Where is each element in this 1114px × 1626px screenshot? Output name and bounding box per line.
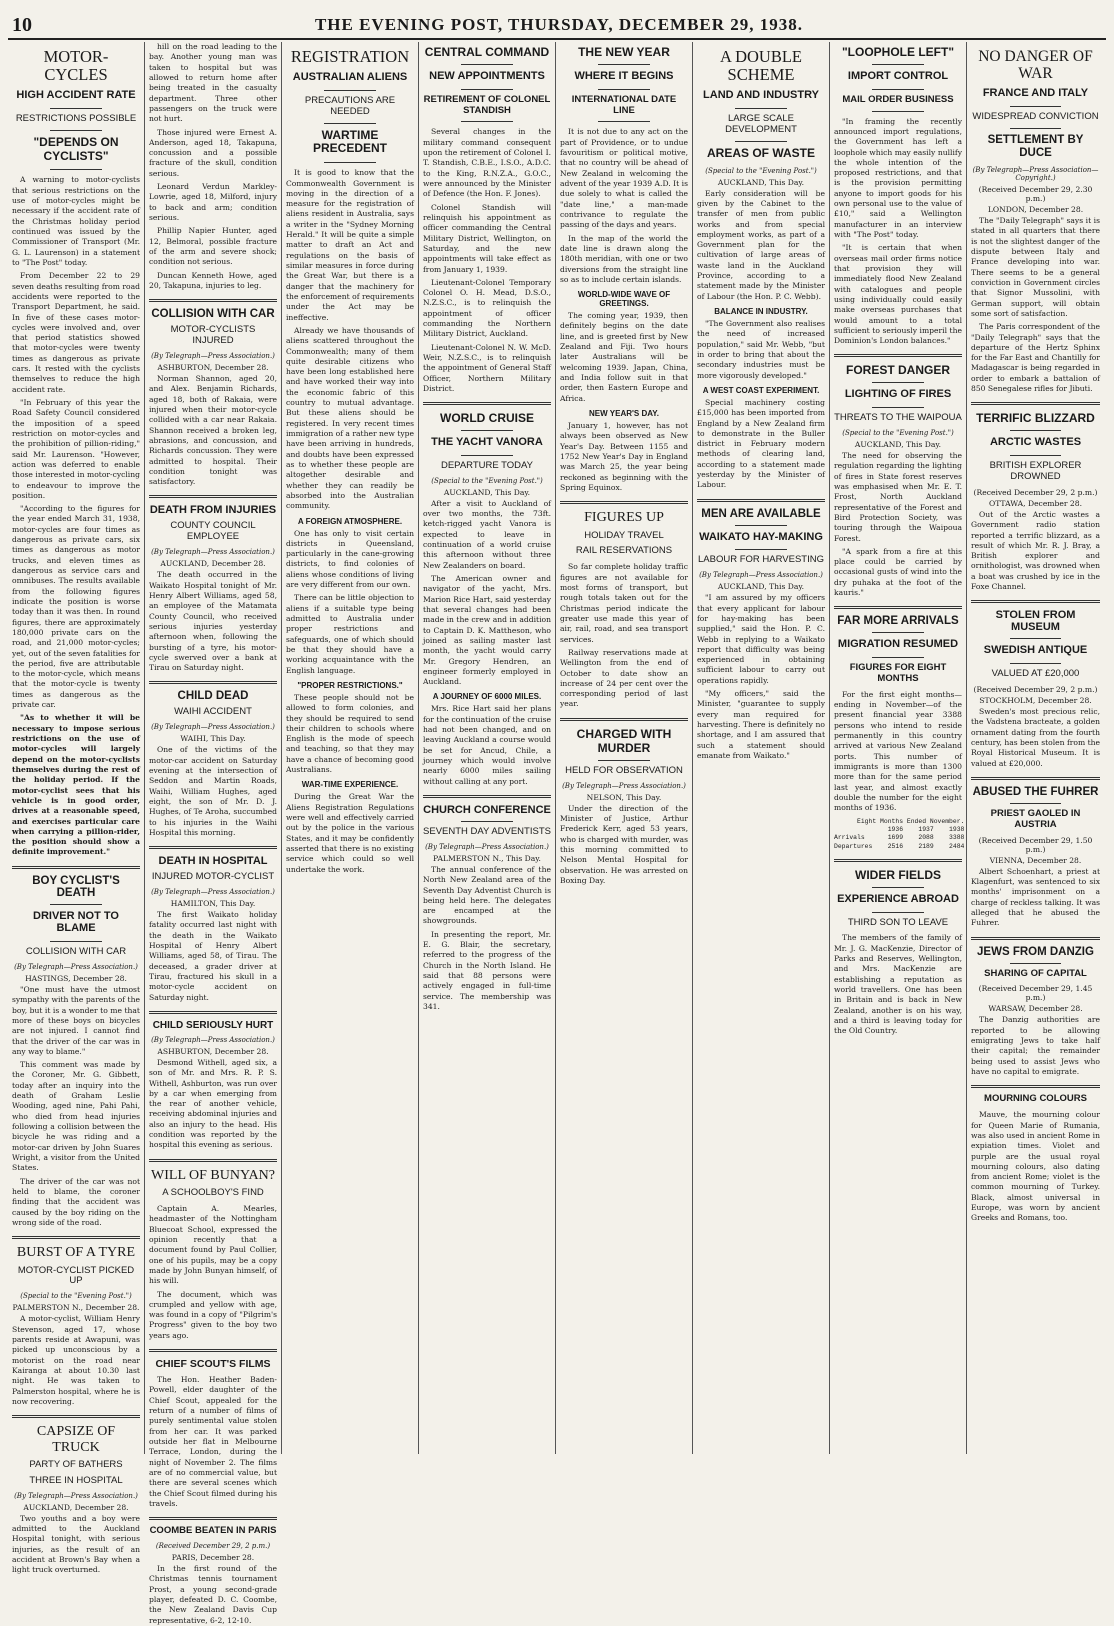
body-text: "My officers," said the Minister, "guarantee to supply every man required for harvesting. There is definitely no shortage, and I am assured that such a statement should emanate from Waikato." (697, 689, 825, 760)
body-text: "The Government also realises the need of increased population," said Mr. Webb, "but in order to bring that about the secondary industries must be more vigorously developed." (697, 319, 825, 380)
dateline: (Received December 29, 1.50 p.m.) (978, 835, 1093, 854)
body-text: Two youths and a boy were admitted to the Auckland Hospital tonight, with serious injuries, as the result of an accident at Brown's Bay when a light truck overturned. (12, 1513, 140, 1575)
article-child-dead (149, 690, 277, 838)
article-chief-scout (149, 1358, 277, 1509)
headline: CENTRAL COMMAND (424, 45, 550, 59)
body-text: For the first eight months—ending in November—of the present financial year 3388 persons who intend to reside permanently in this country arrived at various New Zealand ports. This number of immigrants is more than 1300 more than for the same period last year, and almost exactly double the number for the eight months of 1936. (834, 689, 962, 813)
body-text: The "Daily Telegraph" says it is stated in all quarters that there is not the slightest danger of the dispute between Italy and France developing into war. There seems to be a general conviction in Government circles that Signor Mussolini, with German support, will obtain some sort of satisfaction. (971, 216, 1100, 318)
headline: CHILD DEAD (177, 690, 249, 703)
body-text: Out of the Arctic wastes a Government radio station reported a terrific blizzard, as a result of which Mr. R. J. Bray, a British explorer and ornithologist, was drowned when a boat was crushed by ice in the Foxe Channel. (971, 509, 1100, 592)
section-subhead: WORLD-WIDE WAVE OF GREETINGS. (577, 290, 671, 309)
body-text: A warning to motor-cyclists that serious restrictions on the use of motor-cycles might be necessary if the accident rate of the Christmas holiday period continued was issued by the Commissioner of Transport (Mr. G. L. Laurenson) in a statement to "The Post" today. (12, 175, 140, 267)
headline: TERRIFIC BLIZZARD (976, 411, 1095, 426)
subhead: "DEPENDS ON CYCLISTS" (33, 134, 119, 163)
body-text: The document, which was crumpled and yellow with age, was found in a copy of "Pilgrim's Progress" given to the boy two years ago. (149, 1289, 277, 1340)
headline: CHILD SERIOUSLY HURT (152, 1019, 274, 1031)
article-coombe (149, 1526, 277, 1626)
body-text: A motor-cyclist, William Henry Stevenson, aged 17, whose parents reside at Awapuni, was picked up unconscious by a motorist on the road near Kairanga at about 10.30 last night. He was taken to Palmerston hospital, where he is now recovering. (12, 1314, 140, 1406)
subhead: HELD FOR OBSERVATION (565, 764, 683, 776)
subhead: SETTLEMENT BY DUCE (987, 133, 1084, 159)
table-row: Arrivals 1699 2088 3388 (834, 834, 965, 842)
subhead: INJURED MOTOR-CYCLIST (151, 871, 275, 883)
subhead: INTERNATIONAL DATE LINE (571, 93, 677, 116)
body-text: From December 22 to 29 seven deaths resulting from road accidents were reported to the Transport Department, he said. In five of these cases motor-cycles were involved and, over that period statistics showed that motor-cycles were twenty times as dangerous as private cars. It rested with the cyclists themselves to reduce the high accident rate. (12, 271, 140, 394)
body-text: Duncan Kenneth Howe, aged 20, Takapuna, injuries to leg. (149, 270, 277, 290)
column-6 (693, 42, 830, 1454)
body-text: hill on the road leading to the bay. Another young man was taken to hospital but was allowed to return home after being treated in the casualty department. Three other passengers on the truck were not hurt. (149, 42, 277, 124)
table-header: Eight Months Ended November. (834, 817, 965, 825)
subhead: RAIL RESERVATIONS (575, 545, 673, 557)
headline: COOMBE BEATEN IN PARIS (149, 1525, 277, 1537)
dateline: HASTINGS, December 28. (25, 973, 127, 983)
body-text: The need for observing the regulation regarding the lighting of fires in State forest reserves was emphasised when Mr. E. T. Frost, North Auckland representative of the Forest and Bird Protection Society, was touring through the Waipoua Forest. (834, 451, 962, 543)
subhead: PRECAUTIONS ARE NEEDED (304, 94, 396, 117)
body-text: January 1, however, has not always been observed as New Year's Day. Between 1155 and 1752 New Year's Day in England was March 25, the year being reckoned as beginning with the Spring Equinox. (560, 420, 688, 492)
body-text: The members of the family of Mr. J. G. MacKenzie, Director of Parks and Reserves, Wellington, and Mrs. MacKenzie are establishing a reputation as world travellers. One has been in Britain and is back in New Zealand, another is on his way, and a third is leaving today for the Old Country. (834, 933, 962, 1036)
subhead: COLLISION WITH CAR (25, 946, 127, 958)
migration-table (834, 817, 965, 851)
credit-line: (Special to the "Evening Post.") (20, 1292, 132, 1301)
credit-line: (By Telegraph—Press Association.) (151, 1035, 275, 1044)
body-text: After a visit to Auckland of over two months, the 73ft. ketch-rigged yacht Vanora is expected to leave in continuation of a world cruise this afternoon without three New Zealanders on board. (423, 498, 551, 570)
article-world-cruise (423, 411, 551, 787)
article-jews-danzig (971, 946, 1100, 1078)
subhead: FRANCE AND ITALY (982, 87, 1089, 100)
headline: FOREST DANGER (845, 363, 950, 378)
dateline: NELSON, This Day. (586, 792, 662, 802)
subhead: FIGURES FOR EIGHT MONTHS (849, 662, 947, 684)
section-subhead: NEW YEAR'S DAY. (589, 408, 659, 418)
headline: WORLD CRUISE (440, 411, 534, 426)
body-text: In presenting the report, Mr. E. G. Blair, the secretary, referred to the progress of the Church in the North Island. He said that 88 persons were actively engaged in full-time service. The membership was 341. (423, 929, 551, 1011)
article-abused-fuhrer (971, 786, 1100, 929)
section-subhead: A FOREIGN ATMOSPHERE. (297, 516, 403, 526)
headline: DEATH FROM INJURIES (149, 504, 277, 517)
subhead: RETIREMENT OF COLONEL STANDISH (423, 93, 551, 116)
subhead: MIGRATION RESUMED (837, 638, 959, 651)
column-2 (145, 42, 282, 1625)
section-subhead: A JOURNEY OF 6000 MILES. (432, 692, 542, 702)
article-wider-fields (834, 868, 962, 1037)
article-capsize-truck (12, 1424, 140, 1576)
credit-line: (Special to the "Evening Post.") (431, 476, 543, 485)
subhead: SEVENTH DAY ADVENTISTS (423, 825, 551, 837)
subhead: THREE IN HOSPITAL (29, 1474, 123, 1486)
subhead: WAIKATO HAY-MAKING (699, 530, 823, 543)
headline: ABUSED THE FUHRER (972, 785, 1099, 798)
body-text: Sweden's most precious relic, the Vadstena bracteate, a golden ornament dating from the fourth century, has been stolen from the Royal Historical Museum. It is valued at £20,000. (971, 706, 1101, 768)
headline: BOY CYCLIST'S DEATH (32, 874, 120, 899)
dateline: (Received December 29, 1.45 p.m.) (978, 984, 1093, 1003)
dateline: WAIHI, This Day. (180, 734, 246, 744)
body-text: During the Great War the Aliens Registration Regulations were well and effectively carried out by the police in the various States, and it may be confidently asserted that there is no existing service which could so well undertake the work. (286, 792, 414, 874)
dateline: PARIS, December 28. (171, 1553, 255, 1563)
article-figures-up (560, 510, 688, 710)
subhead: MAIL ORDER BUSINESS (842, 93, 954, 105)
body-text: The Hon. Heather Baden-Powell, elder daughter of the Chief Scout, appealed for the return of a number of films of purely sentimental value stolen from her car. It was parked outside her flat in Melbourne Terrace, London, during the night of November 2. The films are of no commercial value, but there are several scenes which the Chief Scout filmed during his travels. (149, 1375, 277, 1508)
article-boy-cyclist (12, 875, 140, 1228)
section-subhead: WAR-TIME EXPERIENCE. (301, 780, 399, 790)
credit-line: (By Telegraph—Press Association.) (151, 352, 275, 361)
body-text: "As to whether it will be necessary to impose serious restrictions on the use of motor-cycles will largely depend on the motor-cyclists themselves during the rest of the holiday period. If the motor-cyclist sees that his vehicle is in good order, drives at a reasonable speed, and exercises particular care when carrying a pillion-rider, the position should show a definite improvement." (12, 713, 140, 857)
body-text: The American owner and navigator of the yacht, Mrs. Marion Rice Hart, said yesterday that several changes had been made in the crew and in addition to Captain D. K. Mattheson, who joined as sailing master last month, the yacht would carry Mr. Gregory Hendren, an engineer formerly employed in Auckland. (423, 574, 551, 687)
body-text: The driver of the car was not held to blame, the coroner finding that the accident was caused by the boy riding on the wrong side of the road. (12, 1176, 140, 1227)
dateline: HAMILTON, This Day. (170, 899, 256, 909)
body-text: Mrs. Rice Hart said her plans for the continuation of the cruise had not been changed, and on leaving Auckland a course would be set for Ancud, Chile, a journey which would involve nearly 6000 miles sailing without calling at any port. (423, 704, 551, 786)
headline: FAR MORE ARRIVALS (837, 615, 959, 628)
article-burst-tyre (12, 1245, 140, 1407)
credit-line: (Special to the "Evening Post.") (705, 166, 817, 175)
dateline: (Received December 29, 2.30 p.m.) (978, 185, 1093, 204)
dateline: LONDON, December 28. (987, 205, 1084, 215)
body-text: These people should not be allowed to form colonies, and they should be required to send their children to schools where English is the mode of speech and teaching, so that they may have a chance of becoming good Australians. (286, 692, 414, 775)
dateline: WARSAW, December 28. (988, 1004, 1083, 1014)
subhead: LARGE SCALE DEVELOPMENT (725, 112, 797, 135)
subhead: LIGHTING OF FIRES (844, 388, 952, 401)
dateline: AUCKLAND, This Day. (717, 177, 805, 187)
body-text: The death occurred in the Waikato Hospital tonight of Mr. Henry Albert Williams, aged 58, an employee of the Matamata County Council, who received serious injuries yesterday afternoon when, following the bursting of a tyre, his motor-cycle swerved over a bank at Tirau on Saturday night. (149, 570, 277, 673)
dateline: AUCKLAND, This Day. (717, 582, 805, 592)
subhead: VALUED AT £20,000 (991, 668, 1080, 680)
article-men-available (697, 508, 825, 762)
subhead: NEW APPOINTMENTS (429, 70, 545, 82)
credit-line: (By Telegraph—Press Association.) (14, 1491, 138, 1500)
subhead: ARCTIC WASTES (989, 436, 1082, 449)
page-title: THE EVENING POST, THURSDAY, DECEMBER 29, 1938. (314, 15, 804, 34)
subhead: SHARING OF CAPITAL (984, 967, 1087, 979)
body-text: One of the victims of the motor-car accident on Saturday evening at the intersection of Seddon and Martin Roads, Waihi, William Hughes, aged eight, the son of Mr. D. J. Hughes, of Te Aroha, succumbed to his injuries in the Waihi Hospital this morning. (149, 745, 277, 837)
headline: MEN ARE AVAILABLE (701, 507, 821, 520)
headline: "LOOPHOLE LEFT" (841, 45, 955, 59)
column-4 (419, 42, 556, 1454)
column-5 (556, 42, 693, 1454)
credit-line: (Received December 29, 2 p.m.) (155, 1542, 271, 1551)
section-subhead: A WEST COAST EXPERIMENT. (702, 385, 820, 395)
page-number: 10 (12, 13, 32, 36)
headline: CHURCH CONFERENCE (423, 803, 551, 816)
body-text: The annual conference of the North New Zealand area of the Seventh Day Adventist Church is being held here. The delegates are encamped at the showgrounds. (423, 864, 551, 926)
headline: COLLISION WITH CAR (151, 308, 275, 321)
dateline: AUCKLAND, This Day. (443, 487, 531, 497)
body-text: Lieutenant-Colonel N. W. McD. Weir, N.Z.S.C., is to relinquish the appointment of General Staff Officer, Northern Military District. (423, 342, 551, 393)
body-text: Already we have thousands of aliens scattered throughout the Commonwealth; many of them quite desirable citizens who have been long established here and have worked their way into the economic fabric of this country to mutual advantage. But these aliens should be registered. In very recent times immigration of a rather new type have been arriving in hundreds, and doubts have been expressed as to whether these people are altogether desirable and whether they can readily be absorbed into the Australian community. (286, 325, 415, 511)
article-no-danger-war (971, 48, 1100, 394)
article-death-hospital (149, 855, 277, 1003)
body-text: "In February of this year the Road Safety Council considered the imposition of a speed restriction on motor-cycles and the prohibition of pillion-riding," said Mr. Laurenson. "However, action was deferred to enable those interested in motor-cycling to endeavour to improve the position. (12, 398, 140, 500)
headline: DEATH IN HOSPITAL (158, 855, 268, 868)
subhead: IMPORT CONTROL (847, 70, 949, 82)
article-capsize-continued (149, 42, 277, 291)
subhead: WARTIME PRECEDENT (312, 127, 387, 156)
section-subhead: BALANCE IN INDUSTRY. (714, 307, 808, 316)
body-text: Captain A. Mearles, headmaster of the Nottingham Bluecoat School, expressed the opinion recently that a document found by Paul Collier, one of his pupils, may be a copy made by John Bunyan himself, of his will. (149, 1204, 277, 1286)
headline: FIGURES UP (584, 510, 664, 526)
body-text: In the map of the world the date line is drawn along the 180th meridian, with one or two diversions from the straight line so as to include certain islands. (560, 233, 688, 284)
body-text: The coming year, 1939, then definitely begins on the date line, and is greeted first by New Zealand and Fiji. Two hours later Australians will be welcoming 1939. Japan, China, and India follow suit in that order, then Eastern Europe and Africa. (560, 311, 688, 403)
article-central-command (423, 45, 551, 394)
headline: MOTOR-CYCLES (43, 47, 109, 85)
body-text: "I am assured by my officers that every applicant for labour for hay-making has been supplied," said the Hon. P. C. Webb in replying to a Waikato report that difficulty was being experienced in obtaining sufficient labour to carry out operations rapidly. (697, 593, 825, 685)
headline: STOLEN FROM MUSEUM (995, 609, 1076, 634)
subhead: DRIVER NOT TO BLAME (33, 909, 119, 935)
article-church-conference (423, 804, 551, 1012)
body-text: Mauve, the mourning colour for Queen Marie of Rumania, was also used in ancient Rome in expiation times. Violet and purple are the usual royal mourning colours, also dating from ancient Rome; violet is the common mourning of Turkey. Black, almost universal in Europe, was worn by ancient Greeks and Romans, too. (971, 1110, 1100, 1223)
body-text: Railway reservations made at Wellington from the end of October to date show an increase of 24 per cent over the corresponding period of last year. (560, 647, 688, 709)
body-text: Under the direction of the Minister of Justice, Arthur Frederick Kerr, aged 53 years, who is charged with murder, was this morning committed to Nelson Mental Hospital for observation. He was arrested on Boxing Day. (560, 803, 688, 885)
credit-line: (By Telegraph—Press Association—Copyright.) (972, 166, 1099, 183)
dateline: VIENNA, December 28. (989, 855, 1082, 865)
body-text: Albert Schoenhart, a priest at Klagenfurt, was sentenced to six months' imprisonment on a charge of reckless talking. It was alleged that he abused the Fuhrer. (971, 866, 1100, 928)
dateline: OTTAWA, December 28. (988, 498, 1082, 508)
body-text: Lieutenant-Colonel Temporary Colonel O. H. Mead, D.S.O., N.Z.S.C., is to relinquish the appointment of officer commanding the Northern Military District, Auckland. (423, 277, 551, 339)
credit-line: (By Telegraph—Press Association.) (151, 888, 275, 897)
subhead: HOLIDAY TRAVEL (584, 529, 664, 541)
body-text: Leonard Verdun Markley-Lowrie, aged 18, Milford, injury to back and arm; condition serious. (149, 182, 277, 222)
body-text: One has only to visit certain districts in Queensland, particularly in the cane-growing districts, to find colonies of aliens whose conditions of living are very different from our own. (286, 528, 414, 590)
credit-line: (By Telegraph—Press Association.) (151, 723, 275, 732)
subhead: A SCHOOLBOY'S FIND (162, 1187, 264, 1199)
body-text: In the first round of the Christmas tennis tournament Prost, a young second-grade player, defeated D. C. Coombe, the New Zealand Davis Cup representative, 6-2, 12-10. (149, 1564, 277, 1625)
body-text: It is not due to any act on the part of Providence, or to undue favouritism or political motive, that no country will be ahead of New Zealand in welcoming the advent of the year 1939 A.D. It is due solely to what is called the "date line," a man-made contrivance to regulate the passing of the days and years. (560, 127, 688, 230)
body-text: Colonel Standish will relinquish his appointment as officer commanding the Central Military District, Wellington, on Saturday, and the new appointments will take effect as from January 1, 1939. (423, 202, 551, 274)
headline: THE NEW YEAR (578, 45, 670, 59)
article-terrific-blizzard (971, 411, 1100, 592)
subhead: PRIEST GAOLED IN AUSTRIA (990, 807, 1081, 830)
dateline: AUCKLAND, December 28. (23, 1502, 129, 1512)
dateline: PALMERSTON N., December 28. (12, 1303, 140, 1313)
headline: A DOUBLE SCHEME (719, 47, 803, 85)
credit-line: (By Telegraph—Press Association.) (425, 842, 549, 851)
subhead: DEPARTURE TODAY (440, 459, 534, 471)
subhead: BRITISH EXPLORER DROWNED (989, 460, 1082, 482)
article-will-bunyan (149, 1168, 277, 1341)
body-text: Phillip Napier Hunter, aged 12, Belmoral, possible fracture of the arm and severe shock; condition not serious. (149, 226, 277, 267)
subhead: SWEDISH ANTIQUE (983, 644, 1088, 657)
subhead: AREAS OF WASTE (706, 145, 815, 160)
subhead: WAIHI ACCIDENT (174, 706, 252, 718)
body-text: "One must have the utmost sympathy with the parents of the boy, but it is a wonder to me that more of these boys on bicycles are not injured. I cannot find that the driver of the car was in any way to blame." (12, 984, 140, 1056)
dateline: PALMERSTON N., This Day. (433, 853, 541, 863)
article-loophole (834, 45, 962, 346)
headline: WILL OF BUNYAN? (151, 1167, 275, 1183)
body-text: The Paris correspondent of the "Daily Telegraph" says that the departure of the Hertz Sphinx for the Far East and Chantilly for Madagascar is being regarded in order to embark a battalion of 850 Senegalese rifles for Jibuti. (971, 322, 1100, 394)
subhead: WIDESPREAD CONVICTION (972, 110, 1099, 122)
body-text: This comment was made by the Coroner, Mr. G. Gibbett, today after an inquiry into the death of Graham Leslie Wooding, aged nine, Pahi Pahi, who died from head injuries following a collision between the bicycle he was riding and a motor-car driven by John Suares Wright, a visitor from the United States. (12, 1060, 140, 1173)
subhead: LAND AND INDUSTRY (703, 89, 819, 102)
subhead: THREATS TO THE WAIPOUA (834, 412, 962, 424)
headline: JEWS FROM DANZIG (977, 945, 1094, 958)
subhead: THE YACHT VANORA (431, 436, 543, 449)
column-3 (282, 42, 419, 1454)
article-mourning-colours (971, 1094, 1100, 1223)
column-8 (967, 42, 1104, 1454)
subhead: RESTRICTIONS POSSIBLE (15, 112, 137, 124)
body-text: Special machinery costing £15,000 has been imported from England by a New Zealand firm to demonstrate in the Buller district in February modern methods of clearing land, according to a statement made yesterday by the Minister of Labour. (697, 397, 825, 490)
dateline: (Received December 29, 2 p.m.) (973, 684, 1098, 694)
dateline: AUCKLAND, December 28. (160, 559, 266, 569)
headline: REGISTRATION (290, 47, 410, 66)
dateline: STOCKHOLM, December 28. (979, 695, 1092, 705)
body-text: "According to the figures for the year ended March 31, 1938, motor-cycles are four times as dangerous as private cars, six times as dangerous as motor trucks, and eleven times as dangerous as service cars and omnibuses. The results available from the following figures indicate the position is worse today than it was then. In round figures, there are approximately 180,000 private cars on the road, and 21,000 motor-cycles; yet, out of the seven fatalities for the period, five are attributable to the motor-cycle, which means that the motor-cycle is twenty times as dangerous as the private car. (12, 504, 140, 710)
headline: WIDER FIELDS (855, 867, 941, 882)
dateline: (Received December 29, 2 p.m.) (973, 487, 1098, 497)
article-charged-murder (560, 727, 688, 886)
body-text: Norman Shannon, aged 20, and Alex. Benjamin Richards, aged 18, both of Rakaia, were injured when their motor-cycle collided with a car near Rakaia. Shannon received a broken leg, abrasions, and concussion, and Richards concussion. They were admitted to hospital. Their condition tonight was satisfactory. (149, 374, 277, 487)
headline: MOURNING COLOURS (984, 1093, 1087, 1105)
subhead: MOTOR-CYCLISTS INJURED (170, 324, 256, 347)
subhead: WHERE IT BEGINS (574, 70, 674, 82)
table-header: 1936 1937 1938 (834, 825, 965, 833)
article-registration (286, 48, 414, 875)
credit-line: (Special to the "Evening Post.") (842, 429, 954, 437)
body-text: Early consideration will be given by the Cabinet to the transfer of men from public works and from special employment works, as part of a Government plan for the cultivation of large areas of waste land in the Auckland Province, according to a statement made by the Minister of Labour (the Hon. P. C. Webb). (697, 188, 825, 301)
credit-line: (By Telegraph—Press Association.) (562, 781, 686, 790)
body-text: "It is certain that when overseas mail order firms notice that provision they will immediately flood New Zealand with catalogues and people using individually could easily make overseas purchases that would amount to a total sufficient to seriously imperil the Dominion's London balances." (834, 243, 962, 346)
article-collision-car (149, 308, 277, 487)
subhead: MOTOR-CYCLIST PICKED UP (17, 1264, 135, 1287)
body-text: So far complete holiday traffic figures are not available for most forms of transport, but rough totals taken out for the Christmas period indicate the greater use made this year of air, rail, road, and sea transport services. (560, 562, 688, 644)
article-child-hurt (149, 1020, 277, 1151)
body-text: "In framing the recently announced import regulations, the Government has left a loophole which may easily nullify the whole intention of the proposed restrictions, and that is the provision permitting anyone to import goods for his own personal use to the value of £10," said a Wellington manufacturer in an interview with "The Post" today. (834, 116, 962, 239)
masthead (8, 12, 1106, 40)
article-far-more-arrivals (834, 615, 965, 851)
article-death-injuries (149, 504, 277, 673)
body-text: Those injured were Ernest A. Anderson, aged 18, Takapuna, concussion and a possible fracture of the skull, condition serious. (149, 127, 277, 178)
subhead: EXPERIENCE ABROAD (837, 892, 959, 905)
headline: BURST OF A TYRE (16, 1245, 136, 1261)
headline: CHIEF SCOUT'S FILMS (155, 1358, 271, 1371)
headline: NO DANGER OF WAR (978, 48, 1093, 83)
article-motor-cycles (12, 48, 140, 858)
subhead: HIGH ACCIDENT RATE (16, 89, 136, 102)
article-double-scheme (697, 48, 825, 491)
body-text: Desmond Withell, aged six, a son of Mr. and Mrs. R. P. S. Withell, Ashburton, was run over by a car when emerging from the rear of another vehicle, receiving abdominal injuries and also an injury to the head. His condition was reported by the hospital this evening as serious. (149, 1057, 277, 1150)
body-text: Several changes in the military command consequent upon the retirement of Colonel I. T. Standish, C.B.E., I.S.O., A.D.C. to the King, R.N.Z.A., G.O.C., were announced by the Minister of Defence (the Hon. F. Jones). (423, 127, 551, 199)
subhead: COUNTY COUNCIL EMPLOYEE (170, 520, 256, 543)
body-text: It is good to know that the Commonwealth Government is moving in the direction of a measure for the registration of aliens resident in Australia, says a writer in the "Sydney Morning Herald." It will be quite a simple matter to draft an Act and regulations on the basis of similar measures in force during the Great War, but there is a danger that the machinery for the enforcement of requirements under the Act may be ineffective. (286, 168, 414, 322)
body-text: There can be little objection to aliens if a suitable type being admitted to Australia under proper restrictions and safeguards, one of which should be that they should have a working acquaintance with the English language. (286, 593, 414, 675)
article-new-year (560, 45, 688, 493)
dateline: AUCKLAND, This Day. (854, 440, 942, 449)
body-text: The Danzig authorities are reported to be allowing emigrating Jews to take half their capital; the remainder being used to assist Jews who have no capital to emigrate. (971, 1015, 1100, 1077)
body-text: "A spark from a fire at this place could be carried by occasional gusts of wind into the dry puhaka at the foot of the kauris." (834, 546, 962, 598)
body-text: The first Waikato holiday fatality occurred last night with the death in the Waikato Hospital of Henry Albert Williams, aged 58, of Tirau. The deceased, a grader driver at Tirau, fractured his skull in a motor-cycle accident on Saturday night. (149, 910, 277, 1002)
subhead: THIRD SON TO LEAVE (847, 916, 949, 928)
subhead: AUSTRALIAN ALIENS (292, 71, 408, 84)
credit-line: (By Telegraph—Press Association.) (14, 962, 138, 971)
headline: CHARGED WITH MURDER (576, 726, 672, 755)
column-7 (830, 42, 967, 1454)
columns (8, 42, 1106, 1625)
column-1 (8, 42, 145, 1575)
subhead: LABOUR FOR HARVESTING (698, 554, 824, 566)
subhead: PARTY OF BATHERS (29, 1458, 123, 1470)
table-row: Departures 2516 2189 2484 (834, 842, 965, 850)
article-forest-danger (834, 363, 962, 598)
article-stolen-museum (971, 609, 1100, 768)
credit-line: (By Telegraph—Press Association.) (699, 571, 823, 580)
headline: CAPSIZE OF TRUCK (36, 1424, 116, 1455)
dateline: ASHBURTON, December 28. (157, 363, 269, 373)
credit-line: (By Telegraph—Press Association.) (151, 548, 275, 557)
section-subhead: "PROPER RESTRICTIONS." (297, 680, 403, 690)
dateline: ASHBURTON, December 28. (157, 1046, 269, 1056)
